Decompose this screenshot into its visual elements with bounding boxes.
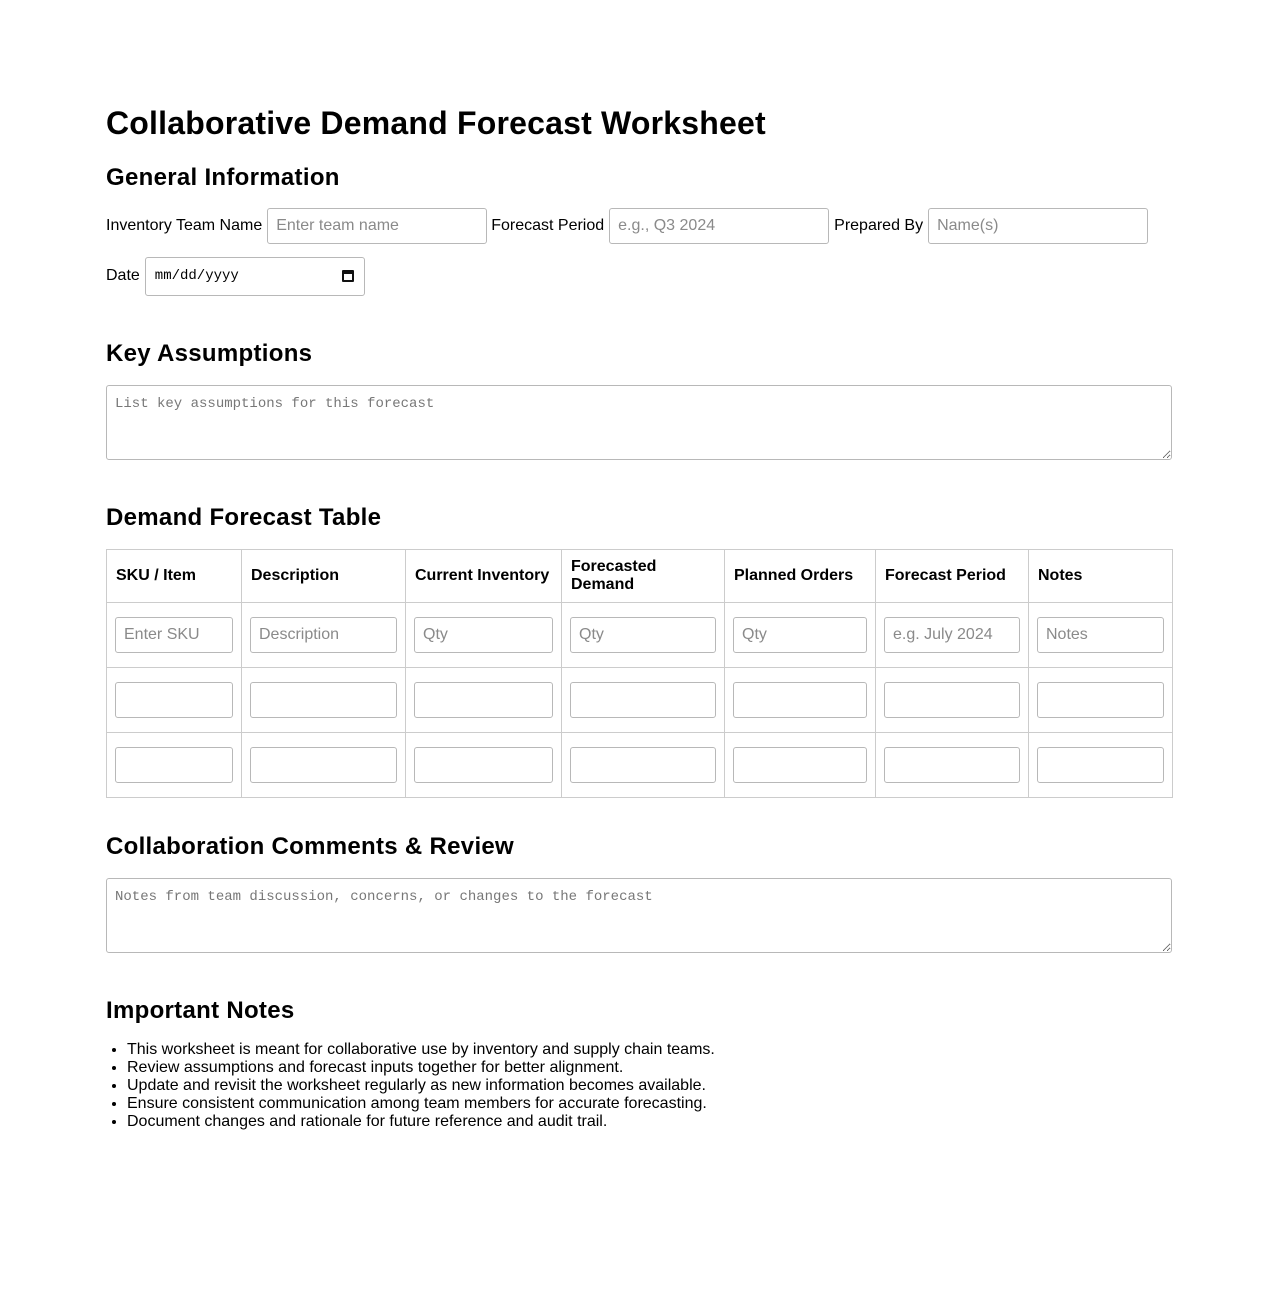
description-input[interactable] — [250, 747, 397, 783]
list-item: • Document changes and rationale for future reference and audit trail. — [127, 1113, 1172, 1131]
table-cell — [725, 603, 876, 668]
demand-forecast-table-heading: Demand Forecast Table — [106, 504, 382, 531]
forecast-period-label: Forecast Period — [491, 217, 605, 234]
sku-input[interactable] — [115, 747, 233, 783]
table-cell — [562, 603, 725, 668]
date-input[interactable] — [145, 257, 365, 296]
table-cell — [406, 668, 562, 733]
important-notes-heading: Important Notes — [106, 997, 295, 1024]
demand-forecast-table — [106, 549, 1173, 798]
table-row — [107, 603, 1173, 668]
forecasted-demand-input[interactable] — [570, 682, 716, 718]
table-cell — [107, 668, 242, 733]
table-cell — [562, 668, 725, 733]
general-info-row-2 — [106, 256, 1172, 296]
column-header-description: Description — [242, 550, 406, 603]
planned-orders-input[interactable] — [733, 682, 867, 718]
column-header-forecasted-demand: Forecasted Demand — [562, 550, 725, 603]
table-cell — [876, 668, 1029, 733]
table-cell — [406, 733, 562, 798]
table-cell — [107, 603, 242, 668]
list-item: • This worksheet is meant for collaborative use by inventory and supply chain teams. — [127, 1041, 1172, 1059]
planned-orders-input[interactable] — [733, 747, 867, 783]
forecast-period-cell-input[interactable] — [884, 617, 1020, 653]
prepared-by-label: Prepared By — [834, 217, 924, 234]
table-cell — [1029, 668, 1173, 733]
worksheet-page — [106, 0, 1172, 1131]
collaboration-comments-heading: Collaboration Comments & Review — [106, 833, 515, 860]
description-input[interactable] — [250, 617, 397, 653]
notes-input[interactable] — [1037, 682, 1164, 718]
column-header-current-inventory: Current Inventory — [406, 550, 562, 603]
current-inventory-input[interactable] — [414, 617, 553, 653]
table-cell — [876, 603, 1029, 668]
forecast-period-input[interactable] — [609, 208, 829, 244]
table-cell — [1029, 733, 1173, 798]
team-name-input[interactable] — [267, 208, 487, 244]
page-title: Collaborative Demand Forecast Worksheet — [106, 105, 766, 141]
list-item: • Review assumptions and forecast inputs together for better alignment. — [127, 1059, 1172, 1077]
general-info-row-1 — [106, 208, 1172, 244]
table-cell — [242, 733, 406, 798]
table-cell — [876, 733, 1029, 798]
prepared-by-input[interactable] — [928, 208, 1148, 244]
table-header-row — [107, 550, 1173, 603]
column-header-sku: SKU / Item — [107, 550, 242, 603]
date-label: Date — [106, 267, 140, 284]
collaboration-comments-textarea[interactable] — [106, 878, 1172, 953]
column-header-forecast-period: Forecast Period — [876, 550, 1029, 603]
important-notes-list — [106, 1041, 1172, 1131]
key-assumptions-textarea[interactable] — [106, 385, 1172, 460]
table-row — [107, 733, 1173, 798]
planned-orders-input[interactable] — [733, 617, 867, 653]
date-placeholder: mm/dd/yyyy — [154, 268, 239, 284]
forecast-period-cell-input[interactable] — [884, 682, 1020, 718]
current-inventory-input[interactable] — [414, 747, 553, 783]
description-input[interactable] — [250, 682, 397, 718]
table-cell — [725, 668, 876, 733]
table-cell — [1029, 603, 1173, 668]
sku-input[interactable] — [115, 682, 233, 718]
table-cell — [242, 603, 406, 668]
notes-input[interactable] — [1037, 617, 1164, 653]
column-header-planned-orders: Planned Orders — [725, 550, 876, 603]
forecasted-demand-input[interactable] — [570, 617, 716, 653]
calendar-icon[interactable] — [342, 270, 354, 282]
table-row — [107, 668, 1173, 733]
sku-input[interactable] — [115, 617, 233, 653]
list-item: • Update and revisit the worksheet regularly as new information becomes available. — [127, 1077, 1172, 1095]
list-item: • Ensure consistent communication among team members for accurate forecasting. — [127, 1095, 1172, 1113]
table-cell — [242, 668, 406, 733]
current-inventory-input[interactable] — [414, 682, 553, 718]
forecasted-demand-input[interactable] — [570, 747, 716, 783]
notes-input[interactable] — [1037, 747, 1164, 783]
column-header-notes: Notes — [1029, 550, 1173, 603]
team-name-label: Inventory Team Name — [106, 217, 263, 234]
table-cell — [562, 733, 725, 798]
general-information-heading: General Information — [106, 164, 340, 191]
key-assumptions-heading: Key Assumptions — [106, 340, 313, 367]
table-cell — [406, 603, 562, 668]
forecast-period-cell-input[interactable] — [884, 747, 1020, 783]
table-cell — [107, 733, 242, 798]
table-cell — [725, 733, 876, 798]
